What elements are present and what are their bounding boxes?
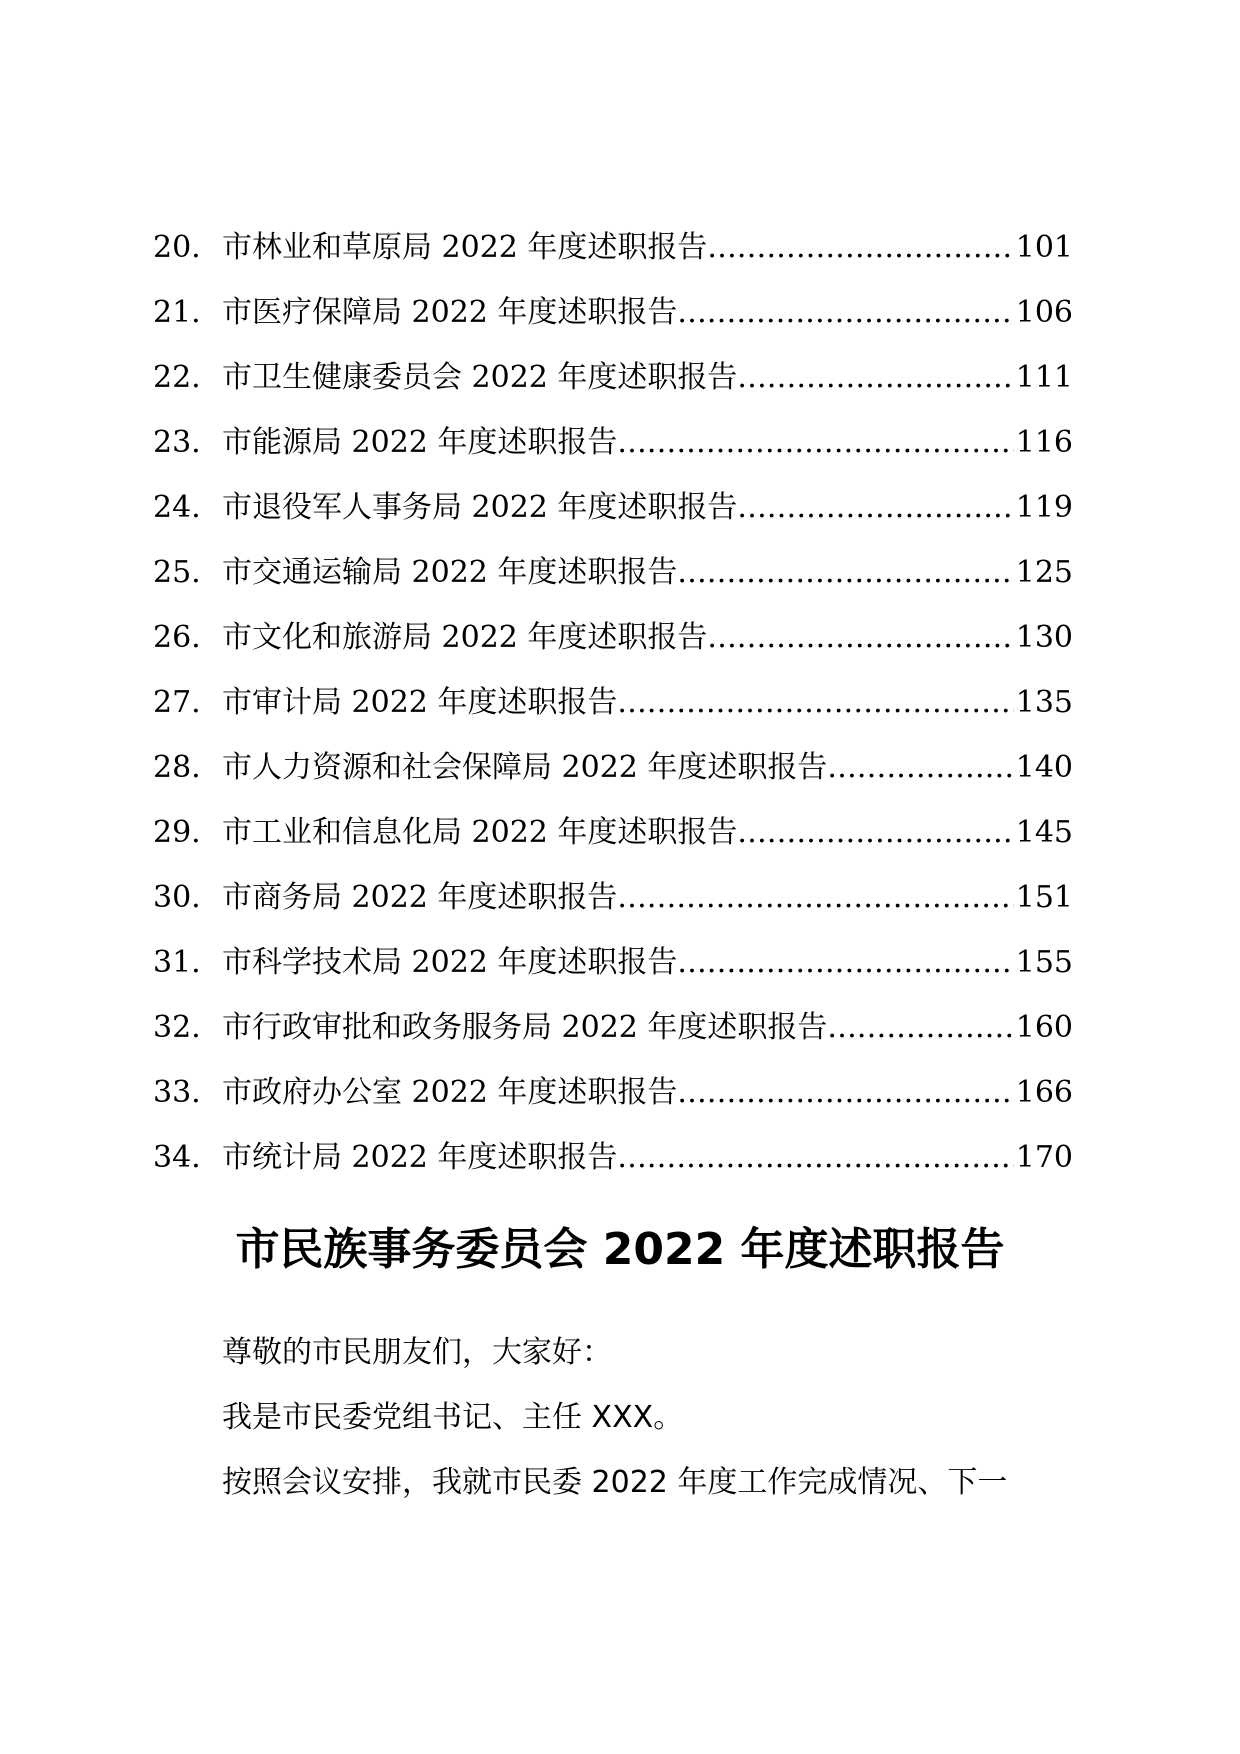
toc-entry-number: 27. bbox=[153, 685, 201, 720]
toc-dot-leader bbox=[827, 735, 1013, 800]
toc-entry[interactable] bbox=[153, 475, 1073, 540]
toc-dot-leader bbox=[737, 345, 1013, 410]
toc-entry-number: 23. bbox=[153, 425, 201, 460]
toc-entry-page: 170 bbox=[1015, 1140, 1073, 1175]
toc-entry-page: 116 bbox=[1015, 425, 1073, 460]
toc-entry-title: 市能源局 2022 年度述职报告 bbox=[222, 425, 618, 460]
toc-dot-leader bbox=[737, 475, 1013, 540]
toc-entry[interactable] bbox=[153, 1060, 1073, 1125]
toc-entry-page: 160 bbox=[1015, 1010, 1073, 1045]
toc-entry-title: 市医疗保障局 2022 年度述职报告 bbox=[222, 295, 678, 330]
toc-dot-leader bbox=[677, 540, 1013, 605]
toc-entry[interactable] bbox=[153, 735, 1073, 800]
toc-entry-number: 22. bbox=[153, 360, 201, 395]
toc-entry-title: 市退役军人事务局 2022 年度述职报告 bbox=[222, 490, 738, 525]
toc-entry-title: 市林业和草原局 2022 年度述职报告 bbox=[222, 230, 708, 265]
toc-dot-leader bbox=[617, 410, 1013, 475]
toc-entry-number: 24. bbox=[153, 490, 201, 525]
toc-entry[interactable] bbox=[153, 930, 1073, 995]
toc-dot-leader bbox=[677, 280, 1013, 345]
toc-entry[interactable] bbox=[153, 1125, 1073, 1190]
toc-entry-title: 市行政审批和政务服务局 2022 年度述职报告 bbox=[222, 1010, 828, 1045]
toc-entry-title: 市文化和旅游局 2022 年度述职报告 bbox=[222, 620, 708, 655]
toc-entry-number: 28. bbox=[153, 750, 201, 785]
toc-entry-title: 市卫生健康委员会 2022 年度述职报告 bbox=[222, 360, 738, 395]
toc-entry-title: 市统计局 2022 年度述职报告 bbox=[222, 1140, 618, 1175]
toc-entry-number: 26. bbox=[153, 620, 201, 655]
toc-entry-number: 33. bbox=[153, 1075, 201, 1110]
body-paragraph: 按照会议安排，我就市民委 2022 年度工作完成情况、下一 bbox=[222, 1465, 1008, 1500]
toc-entry-number: 32. bbox=[153, 1010, 201, 1045]
toc-dot-leader bbox=[827, 995, 1013, 1060]
toc-dot-leader bbox=[677, 1060, 1013, 1125]
document-body bbox=[222, 1320, 1082, 1515]
document-title: 市民族事务委员会 2022 年度述职报告 bbox=[235, 1224, 1005, 1275]
toc-entry-title: 市科学技术局 2022 年度述职报告 bbox=[222, 945, 678, 980]
toc-entry-title: 市商务局 2022 年度述职报告 bbox=[222, 880, 618, 915]
toc-entry-page: 125 bbox=[1015, 555, 1073, 590]
toc-entry[interactable] bbox=[153, 280, 1073, 345]
toc-entry-number: 21. bbox=[153, 295, 201, 330]
table-of-contents bbox=[153, 215, 1073, 1190]
toc-dot-leader bbox=[707, 215, 1013, 280]
toc-entry-number: 20. bbox=[153, 230, 201, 265]
toc-entry-page: 151 bbox=[1015, 880, 1073, 915]
toc-entry-page: 130 bbox=[1015, 620, 1073, 655]
toc-entry[interactable] bbox=[153, 540, 1073, 605]
toc-entry-page: 145 bbox=[1015, 815, 1073, 850]
toc-entry-number: 31. bbox=[153, 945, 201, 980]
toc-entry-page: 166 bbox=[1015, 1075, 1073, 1110]
toc-dot-leader bbox=[707, 605, 1013, 670]
body-paragraph: 我是市民委党组书记、主任 XXX。 bbox=[222, 1400, 684, 1435]
toc-entry[interactable] bbox=[153, 865, 1073, 930]
toc-dot-leader bbox=[617, 865, 1013, 930]
toc-entry-title: 市政府办公室 2022 年度述职报告 bbox=[222, 1075, 678, 1110]
toc-entry-page: 155 bbox=[1015, 945, 1073, 980]
toc-entry-number: 30. bbox=[153, 880, 201, 915]
toc-entry-title: 市工业和信息化局 2022 年度述职报告 bbox=[222, 815, 738, 850]
toc-entry-title: 市人力资源和社会保障局 2022 年度述职报告 bbox=[222, 750, 828, 785]
toc-entry-title: 市审计局 2022 年度述职报告 bbox=[222, 685, 618, 720]
toc-entry-page: 135 bbox=[1015, 685, 1073, 720]
toc-dot-leader bbox=[737, 800, 1013, 865]
toc-dot-leader bbox=[617, 670, 1013, 735]
toc-entry[interactable] bbox=[153, 345, 1073, 410]
toc-entry[interactable] bbox=[153, 670, 1073, 735]
toc-entry-page: 111 bbox=[1015, 360, 1073, 395]
toc-entry-page: 119 bbox=[1015, 490, 1073, 525]
toc-entry-number: 34. bbox=[153, 1140, 201, 1175]
toc-entry[interactable] bbox=[153, 410, 1073, 475]
toc-entry-number: 25. bbox=[153, 555, 201, 590]
toc-dot-leader bbox=[677, 930, 1013, 995]
body-paragraph: 尊敬的市民朋友们，大家好： bbox=[222, 1335, 612, 1370]
toc-entry[interactable] bbox=[153, 995, 1073, 1060]
toc-entry-page: 140 bbox=[1015, 750, 1073, 785]
toc-entry[interactable] bbox=[153, 215, 1073, 280]
toc-entry-page: 101 bbox=[1015, 230, 1073, 265]
toc-entry[interactable] bbox=[153, 800, 1073, 865]
toc-entry-title: 市交通运输局 2022 年度述职报告 bbox=[222, 555, 678, 590]
toc-entry[interactable] bbox=[153, 605, 1073, 670]
toc-entry-page: 106 bbox=[1015, 295, 1073, 330]
toc-dot-leader bbox=[617, 1125, 1013, 1190]
toc-entry-number: 29. bbox=[153, 815, 201, 850]
